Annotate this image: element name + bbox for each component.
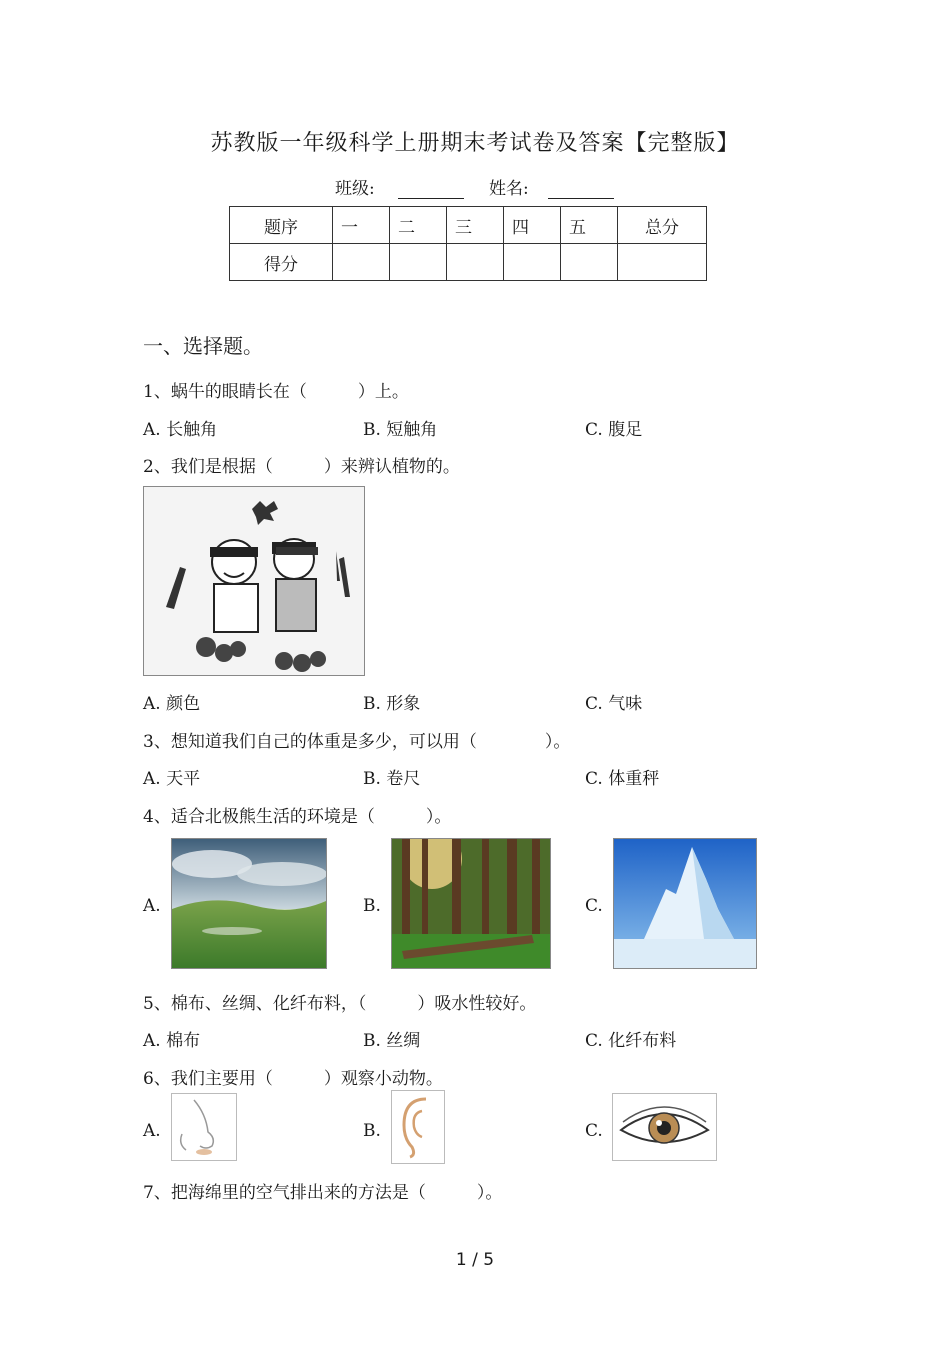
- option-a[interactable]: A. 天平: [143, 769, 201, 789]
- score-cell[interactable]: [561, 244, 618, 281]
- option-a[interactable]: A. 颜色: [143, 694, 201, 714]
- table-cell: 五: [561, 207, 618, 244]
- score-cell[interactable]: [618, 244, 707, 281]
- iceberg-image[interactable]: [613, 838, 757, 969]
- option-a[interactable]: A.: [143, 1121, 161, 1141]
- section-title: 一、选择题。: [143, 334, 263, 358]
- option-a[interactable]: A. 棉布: [143, 1031, 201, 1051]
- question-1: 1、蜗牛的眼睛长在（ ）上。: [143, 382, 409, 402]
- option-a[interactable]: A.: [143, 896, 161, 916]
- score-table-score-row: [230, 244, 707, 281]
- option-b[interactable]: B. 短触角: [363, 420, 438, 440]
- page-number: 1 / 5: [455, 1250, 495, 1270]
- option-c[interactable]: C. 气味: [585, 694, 643, 714]
- option-c[interactable]: C.: [585, 896, 603, 916]
- table-cell: 题序: [230, 207, 333, 244]
- score-cell[interactable]: [504, 244, 561, 281]
- option-c[interactable]: C. 体重秤: [585, 769, 660, 789]
- question-6: 6、我们主要用（ ）观察小动物。: [143, 1069, 443, 1089]
- class-field: [335, 174, 464, 199]
- table-cell: 得分: [230, 244, 333, 281]
- question-2: 2、我们是根据（ ）来辨认植物的。: [143, 457, 460, 477]
- table-cell: 二: [390, 207, 447, 244]
- question-5: 5、棉布、丝绸、化纤布料，（ ）吸水性较好。: [143, 994, 537, 1014]
- option-c[interactable]: C. 化纤布料: [585, 1031, 677, 1051]
- score-table-header-row: [230, 207, 707, 244]
- class-blank[interactable]: [398, 180, 464, 199]
- option-b[interactable]: B. 形象: [363, 694, 421, 714]
- question-7: 7、把海绵里的空气排出来的方法是（ ）。: [143, 1183, 503, 1203]
- nose-icon[interactable]: [171, 1093, 237, 1161]
- option-c[interactable]: C.: [585, 1121, 603, 1141]
- option-b[interactable]: B.: [363, 1121, 381, 1141]
- eye-icon[interactable]: [612, 1093, 717, 1161]
- table-cell: 四: [504, 207, 561, 244]
- children-smelling-plants-image: [143, 486, 365, 676]
- name-field: [489, 174, 614, 199]
- name-blank[interactable]: [548, 180, 614, 199]
- table-cell: 一: [333, 207, 390, 244]
- grassland-image[interactable]: [171, 838, 327, 969]
- name-label: 姓名:: [489, 179, 529, 199]
- option-b[interactable]: B. 卷尺: [363, 769, 421, 789]
- page-title: 苏教版一年级科学上册期末考试卷及答案【完整版】: [210, 131, 740, 156]
- class-label: 班级:: [335, 179, 375, 199]
- option-c[interactable]: C. 腹足: [585, 420, 643, 440]
- question-3: 3、想知道我们自己的体重是多少，可以用（ ）。: [143, 732, 571, 752]
- forest-image[interactable]: [391, 838, 551, 969]
- table-cell: 三: [447, 207, 504, 244]
- question-4: 4、适合北极熊生活的环境是（ ）。: [143, 807, 452, 827]
- score-cell[interactable]: [390, 244, 447, 281]
- score-cell[interactable]: [447, 244, 504, 281]
- option-a[interactable]: A. 长触角: [143, 420, 218, 440]
- ear-icon[interactable]: [391, 1090, 445, 1164]
- score-table: [229, 206, 707, 281]
- option-b[interactable]: B.: [363, 896, 381, 916]
- table-cell: 总分: [618, 207, 707, 244]
- score-cell[interactable]: [333, 244, 390, 281]
- option-b[interactable]: B. 丝绸: [363, 1031, 421, 1051]
